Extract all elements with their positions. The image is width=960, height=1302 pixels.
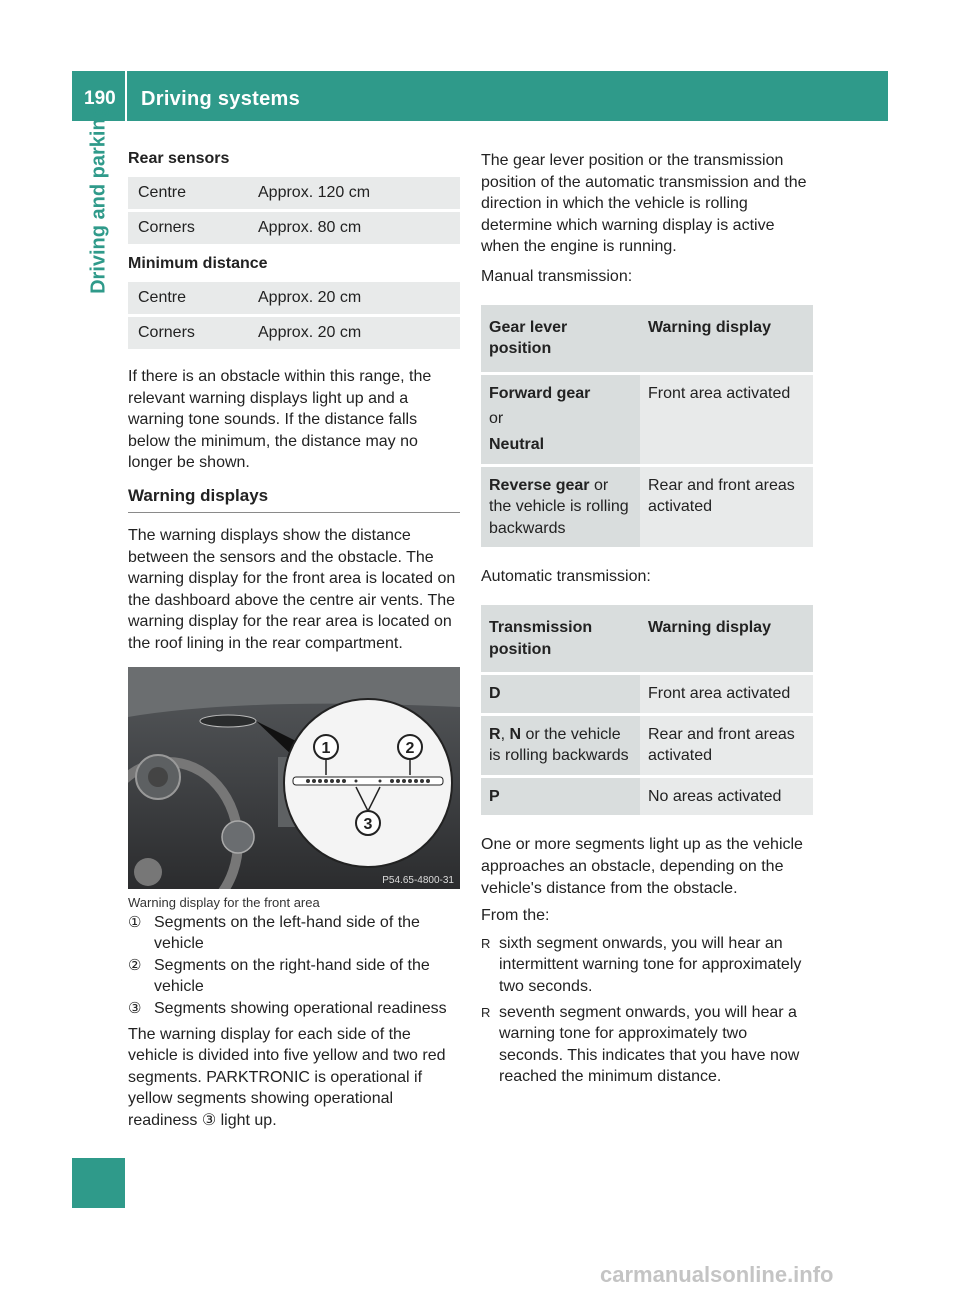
table-row bbox=[481, 675, 813, 713]
table-header: Warning display bbox=[640, 305, 813, 372]
warning-displays-paragraph: The warning displays show the distance between the sensors and the obstacle. The warning display for the front area is located on the dashboard above the centre air vents. The warning display for the rear area is located on the roof lining in the rear compartment. bbox=[128, 526, 456, 652]
table-cell bbox=[481, 375, 640, 464]
page-number: 190 bbox=[84, 88, 116, 109]
legend-item bbox=[128, 955, 460, 998]
table-row bbox=[481, 716, 813, 775]
table-cell: Approx. 80 cm bbox=[248, 212, 460, 244]
table-cell: Approx. 20 cm bbox=[248, 282, 460, 314]
side-tab-label: Driving and parking bbox=[87, 106, 109, 294]
manual-transmission-table bbox=[481, 302, 813, 551]
figure-code: P54.65-4800-31 bbox=[382, 874, 454, 886]
watermark: carmanualsonline.info bbox=[600, 1262, 834, 1287]
legend-number: ② bbox=[128, 956, 142, 974]
gear-paragraph: The gear lever position or the transmission position of the automatic transmission and the direction in which the vehicle is rolling determine which warning display is active when the engine is running. bbox=[481, 152, 807, 256]
from-the-label: From the: bbox=[481, 907, 550, 925]
table-row bbox=[128, 317, 460, 349]
rear-sensors-table bbox=[128, 174, 460, 247]
list-item bbox=[481, 933, 813, 998]
table-row bbox=[481, 467, 813, 548]
list-item-text: seventh segment onwards, you will hear a warning tone for approximately two seconds. This indicates that you have now reached the minimum distance. bbox=[499, 1003, 800, 1086]
dashboard-illustration bbox=[128, 667, 460, 889]
table-cell bbox=[481, 467, 640, 548]
gear-or: or bbox=[489, 410, 504, 428]
segments-paragraph: The warning display for each side of the vehicle is divided into five yellow and two red segments. PARKTRONIC is operational if yellow segments showing operational readiness ③ light up. bbox=[128, 1025, 446, 1129]
rear-sensors-heading: Rear sensors bbox=[128, 150, 230, 167]
marker-2: 2 bbox=[405, 739, 415, 757]
table-header: Transmission position bbox=[481, 605, 640, 672]
manual-label: Manual transmission: bbox=[481, 267, 633, 285]
automatic-transmission-table bbox=[481, 602, 813, 819]
obstacle-paragraph: If there is an obstacle within this range, the relevant warning displays light up and a warning tone sounds. If the distance falls below the minimum, the distance may no longer be shown. bbox=[128, 368, 432, 472]
bullet-icon: R bbox=[481, 1004, 491, 1020]
minimum-distance-table bbox=[128, 279, 460, 352]
marker-3: 3 bbox=[363, 815, 373, 833]
warning-display-figure bbox=[128, 667, 460, 889]
table-cell: Centre bbox=[128, 282, 248, 314]
gear-label: N bbox=[509, 725, 522, 743]
list-item-text: sixth segment onwards, you will hear an intermittent warning tone for approximately two seconds. bbox=[499, 934, 802, 996]
marker-1: 1 bbox=[321, 739, 331, 757]
bullet-list bbox=[481, 933, 813, 1088]
table-cell: Corners bbox=[128, 317, 248, 349]
segments-light-paragraph: One or more segments light up as the vehicle approaches an obstacle, depending on the vehicle's distance from the obstacle. bbox=[481, 836, 803, 897]
page-title: Driving systems bbox=[141, 88, 301, 110]
table-cell bbox=[481, 716, 640, 775]
legend-text: Segments on the right-hand side of the vehicle bbox=[154, 956, 430, 996]
side-tab-block bbox=[72, 1158, 125, 1208]
table-cell: D bbox=[481, 675, 640, 713]
list-item bbox=[481, 1002, 813, 1088]
table-cell: Approx. 20 cm bbox=[248, 317, 460, 349]
table-row bbox=[128, 212, 460, 244]
table-cell: P bbox=[481, 778, 640, 816]
table-cell: Centre bbox=[128, 177, 248, 209]
table-cell: Front area activated bbox=[640, 675, 813, 713]
minimum-distance-heading: Minimum distance bbox=[128, 255, 268, 272]
table-cell: Rear and front areas activated bbox=[640, 716, 813, 775]
gear-label: R bbox=[489, 725, 501, 743]
right-column bbox=[481, 150, 813, 1092]
table-row bbox=[481, 778, 813, 816]
left-column bbox=[128, 150, 460, 1137]
table-header: Gear lever position bbox=[481, 305, 640, 372]
gear-description: or the vehicle is rolling backwards bbox=[489, 725, 629, 765]
table-row bbox=[128, 282, 460, 314]
gear-label: Reverse gear bbox=[489, 476, 590, 494]
legend-item bbox=[128, 912, 460, 955]
gear-description: or the vehicle is rolling backwards bbox=[489, 476, 629, 537]
figure-caption: Warning display for the front area bbox=[128, 894, 320, 910]
table-header: Warning display bbox=[640, 605, 813, 672]
bullet-icon: R bbox=[481, 935, 491, 951]
table-header-row bbox=[481, 605, 813, 672]
table-cell: No areas activated bbox=[640, 778, 813, 816]
legend-number: ① bbox=[128, 913, 142, 931]
header-divider bbox=[125, 71, 127, 121]
table-cell: Corners bbox=[128, 212, 248, 244]
legend-number: ③ bbox=[128, 999, 142, 1017]
warning-displays-heading: Warning displays bbox=[128, 486, 460, 513]
table-row bbox=[128, 177, 460, 209]
table-header-row bbox=[481, 305, 813, 372]
table-row bbox=[481, 375, 813, 464]
legend-item bbox=[128, 998, 460, 1020]
table-cell: Front area activated bbox=[640, 375, 813, 464]
side-tab bbox=[72, 106, 125, 294]
auto-label: Automatic transmission: bbox=[481, 568, 651, 586]
legend-text: Segments on the left-hand side of the vehicle bbox=[154, 913, 420, 953]
table-cell: Rear and front areas activated bbox=[640, 467, 813, 548]
gear-separator: , bbox=[500, 725, 510, 743]
gear-label: Forward gear bbox=[489, 384, 591, 402]
legend-text: Segments showing operational readiness bbox=[154, 999, 447, 1017]
gear-label: Neutral bbox=[489, 435, 545, 453]
table-cell: Approx. 120 cm bbox=[248, 177, 460, 209]
